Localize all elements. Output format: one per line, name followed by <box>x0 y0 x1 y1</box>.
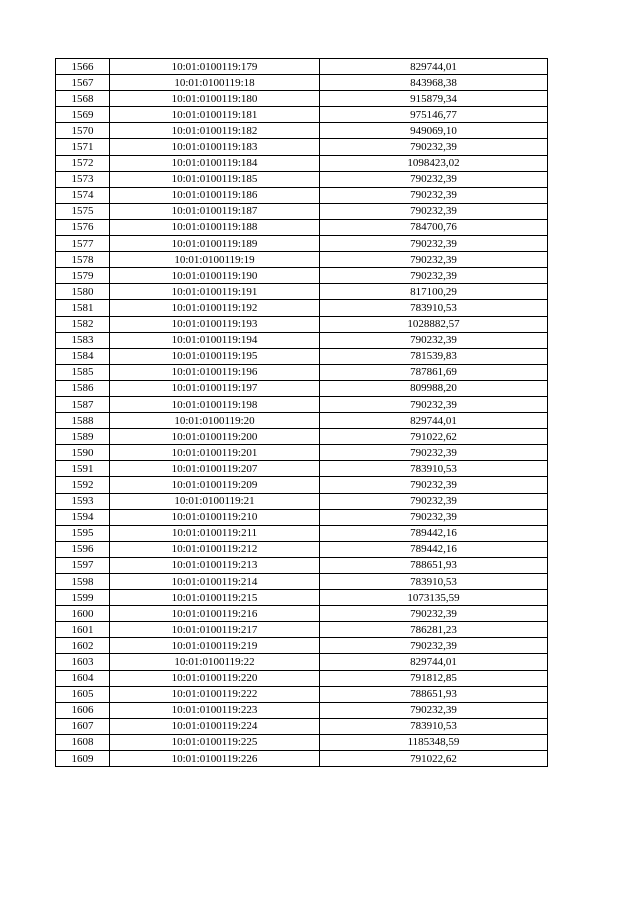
row-number-cell: 1601 <box>56 622 110 638</box>
value-cell: 817100,29 <box>320 284 548 300</box>
value-cell: 1185348,59 <box>320 734 548 750</box>
row-number-cell: 1589 <box>56 429 110 445</box>
value-cell: 783910,53 <box>320 718 548 734</box>
table-row <box>56 187 548 203</box>
cadastral-number-cell: 10:01:0100119:183 <box>110 139 320 155</box>
value-cell: 809988,20 <box>320 380 548 396</box>
table-row <box>56 429 548 445</box>
row-number-cell: 1596 <box>56 541 110 557</box>
table-row <box>56 268 548 284</box>
cadastral-number-cell: 10:01:0100119:189 <box>110 236 320 252</box>
cadastral-number-cell: 10:01:0100119:201 <box>110 445 320 461</box>
row-number-cell: 1582 <box>56 316 110 332</box>
row-number-cell: 1569 <box>56 107 110 123</box>
cadastral-number-cell: 10:01:0100119:191 <box>110 284 320 300</box>
table-row <box>56 606 548 622</box>
table-row <box>56 557 548 573</box>
cadastral-number-cell: 10:01:0100119:200 <box>110 429 320 445</box>
table-row <box>56 219 548 235</box>
value-cell: 783910,53 <box>320 461 548 477</box>
cadastral-number-cell: 10:01:0100119:212 <box>110 541 320 557</box>
table-row <box>56 107 548 123</box>
row-number-cell: 1600 <box>56 606 110 622</box>
cadastral-number-cell: 10:01:0100119:179 <box>110 59 320 75</box>
table-row <box>56 284 548 300</box>
table-row <box>56 493 548 509</box>
table-row <box>56 413 548 429</box>
table-row <box>56 155 548 171</box>
row-number-cell: 1578 <box>56 252 110 268</box>
row-number-cell: 1588 <box>56 413 110 429</box>
cadastral-number-cell: 10:01:0100119:198 <box>110 396 320 412</box>
row-number-cell: 1573 <box>56 171 110 187</box>
cadastral-number-cell: 10:01:0100119:182 <box>110 123 320 139</box>
value-cell: 829744,01 <box>320 413 548 429</box>
table-row <box>56 396 548 412</box>
cadastral-number-cell: 10:01:0100119:222 <box>110 686 320 702</box>
cadastral-number-cell: 10:01:0100119:184 <box>110 155 320 171</box>
cadastral-number-cell: 10:01:0100119:180 <box>110 91 320 107</box>
row-number-cell: 1607 <box>56 718 110 734</box>
cadastral-number-cell: 10:01:0100119:18 <box>110 75 320 91</box>
cadastral-number-cell: 10:01:0100119:19 <box>110 252 320 268</box>
table-row <box>56 751 548 767</box>
value-cell: 781539,83 <box>320 348 548 364</box>
cadastral-number-cell: 10:01:0100119:215 <box>110 590 320 606</box>
table-row <box>56 574 548 590</box>
value-cell: 790232,39 <box>320 332 548 348</box>
row-number-cell: 1570 <box>56 123 110 139</box>
row-number-cell: 1581 <box>56 300 110 316</box>
table-row <box>56 236 548 252</box>
cadastral-number-cell: 10:01:0100119:219 <box>110 638 320 654</box>
row-number-cell: 1602 <box>56 638 110 654</box>
cadastral-number-cell: 10:01:0100119:187 <box>110 203 320 219</box>
row-number-cell: 1571 <box>56 139 110 155</box>
table-row <box>56 686 548 702</box>
value-cell: 788651,93 <box>320 557 548 573</box>
table-row <box>56 332 548 348</box>
table-row <box>56 702 548 718</box>
table-row <box>56 670 548 686</box>
cadastral-number-cell: 10:01:0100119:225 <box>110 734 320 750</box>
cadastral-number-cell: 10:01:0100119:220 <box>110 670 320 686</box>
table-row <box>56 123 548 139</box>
row-number-cell: 1598 <box>56 574 110 590</box>
row-number-cell: 1567 <box>56 75 110 91</box>
cadastral-number-cell: 10:01:0100119:22 <box>110 654 320 670</box>
value-cell: 789442,16 <box>320 525 548 541</box>
value-cell: 915879,34 <box>320 91 548 107</box>
row-number-cell: 1577 <box>56 236 110 252</box>
cadastral-number-cell: 10:01:0100119:190 <box>110 268 320 284</box>
value-cell: 784700,76 <box>320 219 548 235</box>
table-row <box>56 590 548 606</box>
row-number-cell: 1592 <box>56 477 110 493</box>
table-row <box>56 638 548 654</box>
value-cell: 790232,39 <box>320 236 548 252</box>
cadastral-number-cell: 10:01:0100119:223 <box>110 702 320 718</box>
table-row <box>56 541 548 557</box>
cadastral-number-cell: 10:01:0100119:207 <box>110 461 320 477</box>
row-number-cell: 1574 <box>56 187 110 203</box>
table-row <box>56 300 548 316</box>
value-cell: 790232,39 <box>320 252 548 268</box>
row-number-cell: 1583 <box>56 332 110 348</box>
cadastral-number-cell: 10:01:0100119:210 <box>110 509 320 525</box>
value-cell: 1073135,59 <box>320 590 548 606</box>
row-number-cell: 1594 <box>56 509 110 525</box>
value-cell: 1098423,02 <box>320 155 548 171</box>
row-number-cell: 1580 <box>56 284 110 300</box>
cadastral-number-cell: 10:01:0100119:211 <box>110 525 320 541</box>
row-number-cell: 1595 <box>56 525 110 541</box>
row-number-cell: 1604 <box>56 670 110 686</box>
row-number-cell: 1590 <box>56 445 110 461</box>
value-cell: 790232,39 <box>320 139 548 155</box>
value-cell: 829744,01 <box>320 654 548 670</box>
value-cell: 786281,23 <box>320 622 548 638</box>
cadastral-number-cell: 10:01:0100119:214 <box>110 574 320 590</box>
cadastral-value-table <box>55 58 548 767</box>
value-cell: 790232,39 <box>320 268 548 284</box>
value-cell: 790232,39 <box>320 702 548 718</box>
value-cell: 791022,62 <box>320 751 548 767</box>
value-cell: 843968,38 <box>320 75 548 91</box>
table-row <box>56 380 548 396</box>
value-cell: 790232,39 <box>320 203 548 219</box>
cadastral-number-cell: 10:01:0100119:192 <box>110 300 320 316</box>
cadastral-number-cell: 10:01:0100119:181 <box>110 107 320 123</box>
cadastral-number-cell: 10:01:0100119:193 <box>110 316 320 332</box>
row-number-cell: 1585 <box>56 364 110 380</box>
cadastral-number-cell: 10:01:0100119:188 <box>110 219 320 235</box>
cadastral-number-cell: 10:01:0100119:226 <box>110 751 320 767</box>
table-row <box>56 622 548 638</box>
table-row <box>56 509 548 525</box>
row-number-cell: 1603 <box>56 654 110 670</box>
value-cell: 790232,39 <box>320 187 548 203</box>
table-row <box>56 445 548 461</box>
row-number-cell: 1605 <box>56 686 110 702</box>
value-cell: 790232,39 <box>320 171 548 187</box>
value-cell: 790232,39 <box>320 396 548 412</box>
row-number-cell: 1586 <box>56 380 110 396</box>
row-number-cell: 1568 <box>56 91 110 107</box>
cadastral-number-cell: 10:01:0100119:185 <box>110 171 320 187</box>
value-cell: 1028882,57 <box>320 316 548 332</box>
table-row <box>56 203 548 219</box>
value-cell: 783910,53 <box>320 574 548 590</box>
table-row <box>56 525 548 541</box>
table-row <box>56 654 548 670</box>
cadastral-number-cell: 10:01:0100119:194 <box>110 332 320 348</box>
row-number-cell: 1608 <box>56 734 110 750</box>
value-cell: 790232,39 <box>320 638 548 654</box>
cadastral-number-cell: 10:01:0100119:224 <box>110 718 320 734</box>
cadastral-number-cell: 10:01:0100119:216 <box>110 606 320 622</box>
table-row <box>56 252 548 268</box>
table-row <box>56 718 548 734</box>
cadastral-number-cell: 10:01:0100119:217 <box>110 622 320 638</box>
table-row <box>56 75 548 91</box>
value-cell: 783910,53 <box>320 300 548 316</box>
table-row <box>56 477 548 493</box>
value-cell: 787861,69 <box>320 364 548 380</box>
cadastral-number-cell: 10:01:0100119:197 <box>110 380 320 396</box>
row-number-cell: 1597 <box>56 557 110 573</box>
value-cell: 790232,39 <box>320 606 548 622</box>
cadastral-number-cell: 10:01:0100119:20 <box>110 413 320 429</box>
row-number-cell: 1606 <box>56 702 110 718</box>
row-number-cell: 1579 <box>56 268 110 284</box>
row-number-cell: 1576 <box>56 219 110 235</box>
value-cell: 790232,39 <box>320 493 548 509</box>
value-cell: 789442,16 <box>320 541 548 557</box>
table-row <box>56 171 548 187</box>
row-number-cell: 1593 <box>56 493 110 509</box>
table-row <box>56 348 548 364</box>
cadastral-number-cell: 10:01:0100119:196 <box>110 364 320 380</box>
table-row <box>56 734 548 750</box>
value-cell: 790232,39 <box>320 477 548 493</box>
row-number-cell: 1599 <box>56 590 110 606</box>
row-number-cell: 1587 <box>56 396 110 412</box>
value-cell: 790232,39 <box>320 509 548 525</box>
cadastral-number-cell: 10:01:0100119:21 <box>110 493 320 509</box>
row-number-cell: 1572 <box>56 155 110 171</box>
value-cell: 790232,39 <box>320 445 548 461</box>
value-cell: 788651,93 <box>320 686 548 702</box>
value-cell: 791022,62 <box>320 429 548 445</box>
value-cell: 949069,10 <box>320 123 548 139</box>
row-number-cell: 1566 <box>56 59 110 75</box>
row-number-cell: 1584 <box>56 348 110 364</box>
table-row <box>56 364 548 380</box>
value-cell: 975146,77 <box>320 107 548 123</box>
table-row <box>56 139 548 155</box>
value-cell: 829744,01 <box>320 59 548 75</box>
cadastral-number-cell: 10:01:0100119:195 <box>110 348 320 364</box>
cadastral-number-cell: 10:01:0100119:213 <box>110 557 320 573</box>
table-row <box>56 91 548 107</box>
table-row <box>56 59 548 75</box>
cadastral-number-cell: 10:01:0100119:186 <box>110 187 320 203</box>
table-body <box>56 59 548 767</box>
cadastral-number-cell: 10:01:0100119:209 <box>110 477 320 493</box>
table-row <box>56 316 548 332</box>
row-number-cell: 1609 <box>56 751 110 767</box>
table-row <box>56 461 548 477</box>
row-number-cell: 1575 <box>56 203 110 219</box>
value-cell: 791812,85 <box>320 670 548 686</box>
row-number-cell: 1591 <box>56 461 110 477</box>
